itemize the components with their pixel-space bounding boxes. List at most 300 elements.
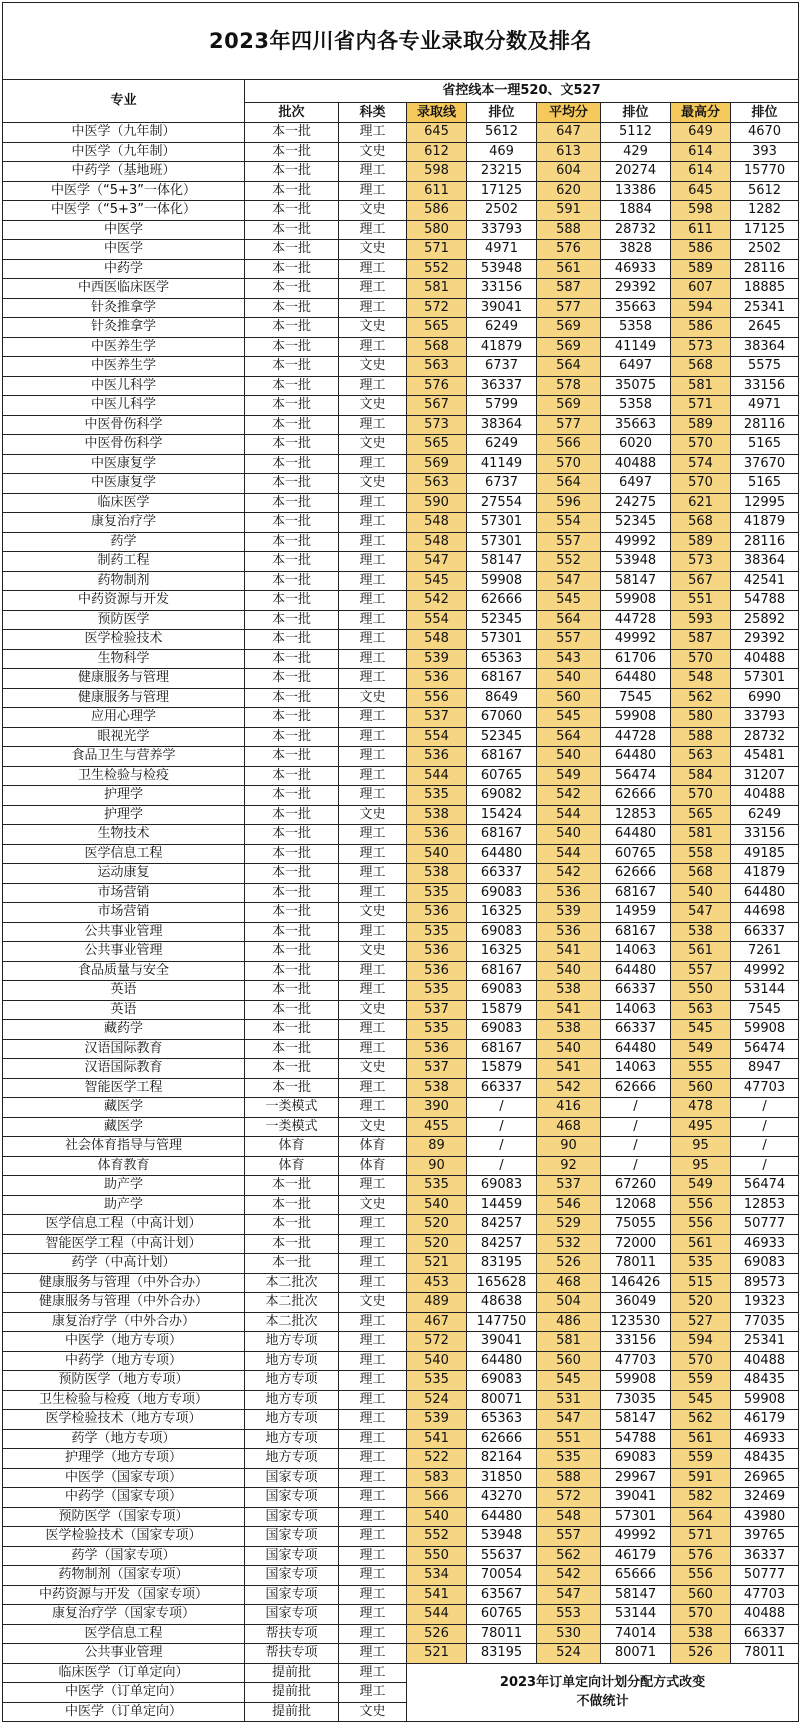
order-note-line: 2023年订单定向计划分配方式改变 <box>499 1675 706 1691</box>
major-cell: 中医学（九年制） <box>3 123 245 143</box>
rank-cell: 64480 <box>731 883 799 903</box>
admission-score-cell: 565 <box>407 318 467 338</box>
admission-table-sheet <box>2 2 798 1722</box>
batch-cell: 提前批 <box>245 1683 339 1703</box>
average-score-cell: 486 <box>537 1312 601 1332</box>
rank-cell: 19323 <box>731 1293 799 1313</box>
max-score-cell: 570 <box>671 649 731 669</box>
subject-cell: 理工 <box>339 1488 407 1508</box>
average-score-cell: 524 <box>537 1644 601 1664</box>
major-cell: 食品质量与安全 <box>3 961 245 981</box>
admission-score-cell: 583 <box>407 1468 467 1488</box>
rank-cell: 28116 <box>731 532 799 552</box>
table-row <box>3 630 799 650</box>
rank-cell: 2502 <box>731 240 799 260</box>
subject-cell: 文史 <box>339 142 407 162</box>
table-row <box>3 318 799 338</box>
rank-cell: 65363 <box>467 649 537 669</box>
rank-cell: 7545 <box>731 1000 799 1020</box>
major-cell: 中药学 <box>3 259 245 279</box>
table-row <box>3 1137 799 1157</box>
rank-cell: 69083 <box>467 1020 537 1040</box>
rank-cell: 14063 <box>601 942 671 962</box>
max-score-cell: 568 <box>671 357 731 377</box>
major-cell: 医学检验技术 <box>3 630 245 650</box>
subject-cell: 理工 <box>339 1078 407 1098</box>
batch-cell: 提前批 <box>245 1702 339 1722</box>
max-score-cell: 611 <box>671 220 731 240</box>
admission-score-cell: 540 <box>407 844 467 864</box>
max-score-cell: 582 <box>671 1488 731 1508</box>
subject-cell: 理工 <box>339 552 407 572</box>
rank-cell: 25341 <box>731 1332 799 1352</box>
rank-cell: / <box>601 1098 671 1118</box>
table-row <box>3 591 799 611</box>
rank-cell: 57301 <box>467 532 537 552</box>
max-score-cell: 549 <box>671 1176 731 1196</box>
admission-score-cell: 536 <box>407 1039 467 1059</box>
average-score-cell: 544 <box>537 805 601 825</box>
average-score-cell: 547 <box>537 571 601 591</box>
admission-score-cell: 537 <box>407 1000 467 1020</box>
major-cell: 康复治疗学 <box>3 513 245 533</box>
batch-cell: 国家专项 <box>245 1488 339 1508</box>
admission-score-cell: 90 <box>407 1156 467 1176</box>
rank-cell: 16325 <box>467 942 537 962</box>
rank-cell: / <box>731 1137 799 1157</box>
average-score-cell: 557 <box>537 532 601 552</box>
rank-cell: 24275 <box>601 493 671 513</box>
admission-score-cell: 467 <box>407 1312 467 1332</box>
batch-header: 批次 <box>245 103 339 123</box>
subject-cell: 文史 <box>339 318 407 338</box>
table-row <box>3 279 799 299</box>
max-score-cell: 557 <box>671 961 731 981</box>
rank-cell: 40488 <box>601 454 671 474</box>
admission-score-cell: 567 <box>407 396 467 416</box>
max-score-cell: 547 <box>671 903 731 923</box>
max-score-cell: 540 <box>671 883 731 903</box>
admission-score-cell: 453 <box>407 1273 467 1293</box>
admission-score-cell: 536 <box>407 825 467 845</box>
average-score-cell: 596 <box>537 493 601 513</box>
rank-header: 排位 <box>467 103 537 123</box>
rank-cell: 26965 <box>731 1468 799 1488</box>
major-cell: 中医骨伤科学 <box>3 435 245 455</box>
rank-cell: 5358 <box>601 318 671 338</box>
major-cell: 中医学 <box>3 220 245 240</box>
admission-score-cell: 548 <box>407 532 467 552</box>
table-row <box>3 1039 799 1059</box>
batch-cell: 本一批 <box>245 747 339 767</box>
batch-cell: 本一批 <box>245 474 339 494</box>
average-score-cell: 540 <box>537 961 601 981</box>
rank-cell: 32469 <box>731 1488 799 1508</box>
major-cell: 中医儿科学 <box>3 396 245 416</box>
subject-cell: 理工 <box>339 961 407 981</box>
admission-score-cell: 535 <box>407 786 467 806</box>
average-score-cell: 552 <box>537 552 601 572</box>
subject-cell: 理工 <box>339 1020 407 1040</box>
batch-cell: 本一批 <box>245 864 339 884</box>
rank-cell: 15879 <box>467 1059 537 1079</box>
table-row <box>3 942 799 962</box>
max-score-cell: 545 <box>671 1020 731 1040</box>
rank-cell: 55637 <box>467 1546 537 1566</box>
rank-cell: 80071 <box>601 1644 671 1664</box>
subject-cell: 理工 <box>339 1098 407 1118</box>
rank-cell: 84257 <box>467 1234 537 1254</box>
order-note-line: 不做统计 <box>576 1694 629 1710</box>
rank-cell: 66337 <box>467 1078 537 1098</box>
subject-cell: 文史 <box>339 688 407 708</box>
subject-cell: 理工 <box>339 571 407 591</box>
rank-cell: 18885 <box>731 279 799 299</box>
rank-cell: 56474 <box>731 1176 799 1196</box>
rank-cell: 33156 <box>467 279 537 299</box>
rank-cell: 66337 <box>601 981 671 1001</box>
admission-score-cell: 556 <box>407 688 467 708</box>
rank-cell: 35075 <box>601 376 671 396</box>
rank-cell: 37670 <box>731 454 799 474</box>
average-score-cell: 538 <box>537 1020 601 1040</box>
rank-cell: 64480 <box>601 825 671 845</box>
rank-cell: 69083 <box>467 922 537 942</box>
rank-cell: 69083 <box>467 1176 537 1196</box>
batch-cell: 本一批 <box>245 981 339 1001</box>
max-score-cell: 538 <box>671 922 731 942</box>
max-score-cell: 581 <box>671 376 731 396</box>
average-score-cell: 588 <box>537 220 601 240</box>
rank-cell: 66337 <box>731 922 799 942</box>
rank-cell: 56474 <box>731 1039 799 1059</box>
max-score-cell: 571 <box>671 396 731 416</box>
max-score-cell: 559 <box>671 1371 731 1391</box>
table-body <box>3 123 799 1722</box>
major-cell: 康复治疗学（中外合办） <box>3 1312 245 1332</box>
batch-cell: 国家专项 <box>245 1507 339 1527</box>
rank-cell: 29967 <box>601 1468 671 1488</box>
major-cell: 中药学（基地班） <box>3 162 245 182</box>
rank-cell: 53948 <box>467 1527 537 1547</box>
major-cell: 中药资源与开发（国家专项） <box>3 1585 245 1605</box>
average-score-cell: 468 <box>537 1273 601 1293</box>
subject-cell: 理工 <box>339 1351 407 1371</box>
rank-cell: 68167 <box>601 922 671 942</box>
major-cell: 中医学（订单定向） <box>3 1683 245 1703</box>
major-cell: 制药工程 <box>3 552 245 572</box>
average-score-cell: 90 <box>537 1137 601 1157</box>
table-row <box>3 240 799 260</box>
batch-cell: 地方专项 <box>245 1390 339 1410</box>
average-score-cell: 535 <box>537 1449 601 1469</box>
max-score-cell: 556 <box>671 1215 731 1235</box>
batch-cell: 地方专项 <box>245 1332 339 1352</box>
rank-cell: 49992 <box>601 630 671 650</box>
admission-score-cell: 520 <box>407 1234 467 1254</box>
rank-cell: 5612 <box>731 181 799 201</box>
admission-score-cell: 521 <box>407 1254 467 1274</box>
rank-cell: 41149 <box>467 454 537 474</box>
rank-cell: 49992 <box>731 961 799 981</box>
rank-cell: 53144 <box>731 981 799 1001</box>
max-score-cell: 593 <box>671 610 731 630</box>
rank-cell: 43980 <box>731 1507 799 1527</box>
admission-score-cell: 535 <box>407 883 467 903</box>
rank-cell: 57301 <box>467 513 537 533</box>
subject-cell: 文史 <box>339 942 407 962</box>
rank-cell: 38364 <box>731 552 799 572</box>
rank-cell: / <box>731 1156 799 1176</box>
max-score-cell: 570 <box>671 1351 731 1371</box>
admission-score-cell: 390 <box>407 1098 467 1118</box>
rank-cell: 59908 <box>731 1390 799 1410</box>
batch-cell: 本一批 <box>245 1176 339 1196</box>
average-score-cell: 543 <box>537 649 601 669</box>
rank-cell: 66337 <box>731 1624 799 1644</box>
max-score-cell: 589 <box>671 415 731 435</box>
max-score-cell: 560 <box>671 1585 731 1605</box>
subject-cell: 理工 <box>339 220 407 240</box>
major-cell: 卫生检验与检疫（地方专项） <box>3 1390 245 1410</box>
batch-cell: 地方专项 <box>245 1429 339 1449</box>
rank-cell: 25892 <box>731 610 799 630</box>
batch-cell: 本一批 <box>245 805 339 825</box>
table-row <box>3 688 799 708</box>
rank-cell: 4670 <box>731 123 799 143</box>
average-score-cell: 536 <box>537 883 601 903</box>
rank-cell: 59908 <box>467 571 537 591</box>
batch-cell: 本一批 <box>245 571 339 591</box>
rank-cell: 43270 <box>467 1488 537 1508</box>
rank-cell: 57301 <box>467 630 537 650</box>
rank-header: 排位 <box>601 103 671 123</box>
batch-cell: 地方专项 <box>245 1351 339 1371</box>
average-score-cell: 416 <box>537 1098 601 1118</box>
table-row <box>3 493 799 513</box>
average-score-cell: 569 <box>537 337 601 357</box>
subject-cell: 理工 <box>339 1254 407 1274</box>
rank-cell: 15424 <box>467 805 537 825</box>
rank-cell: 67060 <box>467 708 537 728</box>
max-score-cell: 589 <box>671 532 731 552</box>
major-cell: 藏药学 <box>3 1020 245 1040</box>
subject-cell: 理工 <box>339 1468 407 1488</box>
subject-cell: 理工 <box>339 1624 407 1644</box>
average-score-cell: 546 <box>537 1195 601 1215</box>
table-row <box>3 415 799 435</box>
max-score-cell: 571 <box>671 1527 731 1547</box>
subject-cell: 体育 <box>339 1156 407 1176</box>
rank-cell: 17125 <box>467 181 537 201</box>
rank-cell: 73035 <box>601 1390 671 1410</box>
rank-cell: 82164 <box>467 1449 537 1469</box>
subject-cell: 理工 <box>339 513 407 533</box>
subject-header: 科类 <box>339 103 407 123</box>
subject-cell: 理工 <box>339 1312 407 1332</box>
max-score-cell: 558 <box>671 844 731 864</box>
subject-cell: 理工 <box>339 844 407 864</box>
admission-score-cell: 563 <box>407 474 467 494</box>
rank-cell: 48435 <box>731 1449 799 1469</box>
rank-cell: 35663 <box>601 298 671 318</box>
max-score-cell: 586 <box>671 318 731 338</box>
subject-cell: 文史 <box>339 201 407 221</box>
batch-cell: 本一批 <box>245 240 339 260</box>
table-row <box>3 357 799 377</box>
max-score-cell: 645 <box>671 181 731 201</box>
major-cell: 临床医学 <box>3 493 245 513</box>
table-row <box>3 1488 799 1508</box>
rank-cell: 47703 <box>731 1078 799 1098</box>
subject-cell: 理工 <box>339 1371 407 1391</box>
rank-cell: 28732 <box>731 727 799 747</box>
table-row <box>3 1312 799 1332</box>
subject-cell: 理工 <box>339 669 407 689</box>
rank-cell: 46179 <box>731 1410 799 1430</box>
rank-cell: 40488 <box>731 1605 799 1625</box>
max-score-cell: 538 <box>671 1624 731 1644</box>
rank-cell: 5799 <box>467 396 537 416</box>
subject-cell: 理工 <box>339 279 407 299</box>
batch-cell: 本一批 <box>245 1195 339 1215</box>
subject-cell: 理工 <box>339 922 407 942</box>
average-score-cell: 530 <box>537 1624 601 1644</box>
max-score-cell: 556 <box>671 1195 731 1215</box>
admission-score-cell: 552 <box>407 259 467 279</box>
max-score-cell: 614 <box>671 162 731 182</box>
rank-cell: 64480 <box>601 961 671 981</box>
max-score-cell: 478 <box>671 1098 731 1118</box>
rank-cell: 31207 <box>731 766 799 786</box>
admission-score-cell: 521 <box>407 1644 467 1664</box>
average-score-cell: 551 <box>537 1429 601 1449</box>
rank-cell: 5575 <box>731 357 799 377</box>
batch-cell: 本一批 <box>245 1000 339 1020</box>
rank-cell: 68167 <box>467 825 537 845</box>
table-row <box>3 513 799 533</box>
table-row <box>3 454 799 474</box>
rank-cell: 147750 <box>467 1312 537 1332</box>
batch-cell: 提前批 <box>245 1663 339 1683</box>
average-score-cell: 536 <box>537 922 601 942</box>
major-cell: 社会体育指导与管理 <box>3 1137 245 1157</box>
major-cell: 藏医学 <box>3 1117 245 1137</box>
batch-cell: 地方专项 <box>245 1410 339 1430</box>
table-row <box>3 825 799 845</box>
rank-cell: / <box>601 1117 671 1137</box>
subject-cell: 理工 <box>339 649 407 669</box>
rank-cell: 7545 <box>601 688 671 708</box>
rank-cell: 64480 <box>601 669 671 689</box>
average-score-cell: 588 <box>537 1468 601 1488</box>
subject-cell: 理工 <box>339 786 407 806</box>
order-note <box>407 1663 799 1722</box>
rank-cell: 56474 <box>601 766 671 786</box>
admission-score-cell: 522 <box>407 1449 467 1469</box>
subject-cell: 理工 <box>339 1585 407 1605</box>
rank-cell: 57301 <box>731 669 799 689</box>
rank-cell: 25341 <box>731 298 799 318</box>
rank-cell: 49992 <box>601 532 671 552</box>
table-row <box>3 883 799 903</box>
average-score-cell: 541 <box>537 942 601 962</box>
major-cell: 中西医临床医学 <box>3 279 245 299</box>
major-cell: 护理学（地方专项） <box>3 1449 245 1469</box>
rank-cell: 6020 <box>601 435 671 455</box>
admission-score-cell: 586 <box>407 201 467 221</box>
batch-cell: 本一批 <box>245 630 339 650</box>
average-score-cell: 587 <box>537 279 601 299</box>
major-cell: 药学（国家专项） <box>3 1546 245 1566</box>
rank-cell: 41879 <box>731 864 799 884</box>
max-score-cell: 561 <box>671 1429 731 1449</box>
rank-cell: 36337 <box>467 376 537 396</box>
subject-cell: 文史 <box>339 396 407 416</box>
rank-cell: 7261 <box>731 942 799 962</box>
table-row <box>3 903 799 923</box>
admission-score-cell: 645 <box>407 123 467 143</box>
average-score-cell: 529 <box>537 1215 601 1235</box>
batch-cell: 国家专项 <box>245 1605 339 1625</box>
rank-cell: 69083 <box>467 981 537 1001</box>
average-score-cell: 526 <box>537 1254 601 1274</box>
rank-cell: 14063 <box>601 1000 671 1020</box>
rank-cell: 39041 <box>467 1332 537 1352</box>
table-row <box>3 708 799 728</box>
subject-cell: 理工 <box>339 1176 407 1196</box>
major-cell: 市场营销 <box>3 903 245 923</box>
major-cell: 康复治疗学（国家专项） <box>3 1605 245 1625</box>
average-score-cell: 566 <box>537 435 601 455</box>
rank-cell: 61706 <box>601 649 671 669</box>
major-cell: 中医学（地方专项） <box>3 1332 245 1352</box>
table-row <box>3 142 799 162</box>
major-cell: 中医学 <box>3 240 245 260</box>
batch-cell: 本一批 <box>245 201 339 221</box>
rank-cell: 53144 <box>601 1605 671 1625</box>
average-score-cell: 504 <box>537 1293 601 1313</box>
admission-score-cell: 537 <box>407 708 467 728</box>
admission-score-cell: 541 <box>407 1429 467 1449</box>
major-cell: 食品卫生与营养学 <box>3 747 245 767</box>
rank-cell: 46933 <box>731 1429 799 1449</box>
major-cell: 眼视光学 <box>3 727 245 747</box>
major-cell: 卫生检验与检疫 <box>3 766 245 786</box>
rank-cell: / <box>467 1117 537 1137</box>
subject-cell: 理工 <box>339 1332 407 1352</box>
subject-cell: 理工 <box>339 864 407 884</box>
admission-score-header: 录取线 <box>407 103 467 123</box>
max-score-cell: 588 <box>671 727 731 747</box>
table-row <box>3 1000 799 1020</box>
table-row <box>3 1546 799 1566</box>
batch-cell: 本一批 <box>245 552 339 572</box>
batch-cell: 本二批次 <box>245 1312 339 1332</box>
rank-cell: 146426 <box>601 1273 671 1293</box>
admission-score-cell: 540 <box>407 1351 467 1371</box>
batch-cell: 本一批 <box>245 786 339 806</box>
admission-score-cell: 540 <box>407 1507 467 1527</box>
admission-score-cell: 538 <box>407 1078 467 1098</box>
admission-score-cell: 552 <box>407 1527 467 1547</box>
rank-cell: 59908 <box>601 1371 671 1391</box>
major-cell: 医学信息工程（中高计划） <box>3 1215 245 1235</box>
average-score-cell: 581 <box>537 1332 601 1352</box>
table-row <box>3 1390 799 1410</box>
max-score-cell: 562 <box>671 1410 731 1430</box>
max-score-cell: 549 <box>671 1039 731 1059</box>
